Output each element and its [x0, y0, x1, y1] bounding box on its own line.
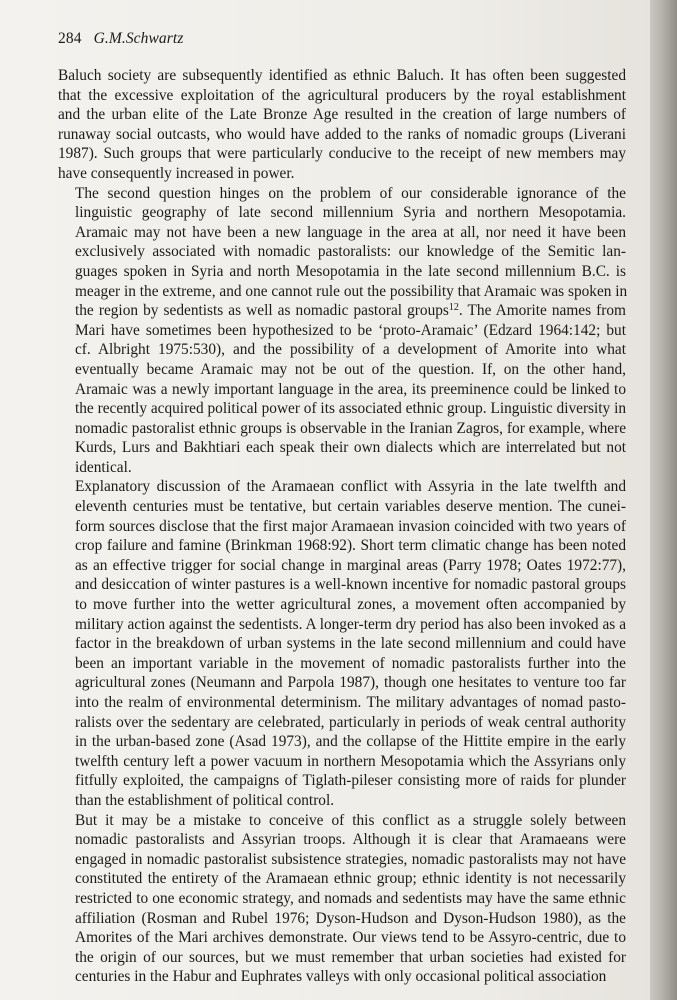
text-line: and desiccation of winter pastures is a well-known incentive for nomadic pastoral groups	[75, 576, 626, 594]
text-line: guages spoken in Syria and north Mesopotamia in the late second millennium B.C. is	[75, 262, 626, 280]
text-line: crop failure and famine (Brinkman 1968:92). Short term climatic change has been noted	[75, 537, 626, 555]
text-line: as an effective trigger for social change in marginal areas (Parry 1978; Oates 1972:77),	[75, 556, 626, 574]
text-line: fitfully exploited, the campaigns of Tiglath-pileser consisting more of raids for plunder	[75, 772, 626, 790]
text-line: affiliation (Rosman and Rubel 1976; Dyson-Hudson and Dyson-Hudson 1980), as the	[75, 909, 626, 927]
text-line: to move further into the wetter agricultural zones, a movement often accompanied by	[75, 596, 626, 614]
text-line: twelfth century left a power vacuum in northern Mesopotamia which the Assyrians only	[75, 752, 626, 770]
text-line: Aramaic may not have been a new language in the area at all, nor need it have been	[75, 223, 626, 241]
text-line: factor in the breakdown of urban systems in the late second millennium and could have	[75, 635, 626, 653]
text-line: nomadic pastoralists and Assyrian troops. Although it is clear that Aramaeans were	[75, 831, 626, 849]
paragraph	[58, 477, 626, 810]
text-line: Kurds, Lurs and Bakhtiari each speak their own dialects which are interrelated but not	[75, 439, 626, 457]
text-line: linguistic geography of late second millennium Syria and northern Mesopotamia.	[75, 204, 626, 222]
text-line: cf. Albright 1975:530), and the possibility of a development of Amorite into what	[75, 341, 626, 359]
text-line: the origin of our sources, but we must remember that urban societies had existed for	[75, 948, 626, 966]
text-line: nomadic pastoralist ethnic groups is observable in the Iranian Zagros, for example, where	[75, 419, 626, 437]
paragraph	[58, 66, 626, 184]
text-line: The second question hinges on the problem of our considerable ignorance of the	[75, 184, 626, 202]
text-line: But it may be a mistake to conceive of this conflict as a struggle solely between	[75, 811, 626, 829]
text-line: exclusively associated with nomadic pastoralists: our knowledge of the Semitic lan-	[75, 243, 626, 261]
text-line: eleventh centuries must be tentative, but certain variables deserve mention. The cunei-	[75, 498, 626, 516]
text-line: runaway social outcasts, who would have added to the ranks of nomadic groups (Liverani	[58, 125, 626, 143]
text-line: Mari have sometimes been hypothesized to be ‘proto-Aramaic’ (Edzard 1964:142; but	[75, 321, 626, 339]
text-line: ralists over the sedentary are celebrated, particularly in periods of weak central authority	[75, 713, 626, 731]
text-line: Explanatory discussion of the Aramaean conflict with Assyria in the late twelfth and	[75, 478, 626, 496]
text-line: agricultural zones (Neumann and Parpola 1987), though one hesitates to venture too far	[75, 674, 626, 692]
text-line: have consequently increased in power.	[58, 164, 295, 182]
text-line: restricted to one economic strategy, and nomads and sedentists may have the same ethnic	[75, 889, 626, 907]
text-line: than the establishment of political control.	[75, 791, 335, 809]
text-line: the region by sedentists as well as nomadic pastoral groups$^{12}$. The Amorite names from	[75, 302, 626, 320]
author-name: G.M.Schwartz	[93, 30, 184, 47]
text-line: Amorites of the Mari archives demonstrate. Our views tend to be Assyro-centric, due to	[75, 929, 626, 947]
text-line: that the excessive exploitation of the agricultural producers by the royal establishment	[58, 86, 626, 104]
text-line: centuries in the Habur and Euphrates valleys with only occasional political association	[75, 968, 607, 986]
text-line: the recently acquired political power of its associated ethnic group. Linguistic diversity in	[75, 400, 626, 418]
body-text	[58, 66, 626, 987]
text-line: and the urban elite of the Late Bronze Age resulted in the creation of large numbers of	[58, 106, 626, 124]
text-line: been an important variable in the movement of nomadic pastoralists further into the	[75, 654, 626, 672]
footnote-marker[interactable]: 12	[448, 302, 459, 314]
page-number: 284	[58, 30, 82, 47]
text-line: into the realm of environmental determinism. The military advantages of nomad pasto-	[75, 694, 626, 711]
text-line: eventually became Aramaic may not be out of the question. If, on the other hand,	[75, 360, 626, 378]
page-edge	[650, 0, 677, 1000]
text-line: meager in the extreme, and one cannot rule out the possibility that Aramaic was spoken in	[75, 282, 628, 300]
text-line: engaged in nomadic pastoralist subsistence strategies, nomadic pastoralists may not have	[75, 850, 626, 868]
text-line: 1987). Such groups that were particularly conducive to the receipt of new members may	[58, 145, 626, 163]
text-line: identical.	[75, 458, 132, 476]
text-line: in the urban-based zone (Asad 1973), and the collapse of the Hittite empire in the early	[75, 733, 626, 751]
text-line: Aramaic was a newly important language in the area, its preeminence could be linked to	[75, 380, 626, 398]
paragraph	[58, 811, 626, 987]
text-line: form sources disclose that the first major Aramaean invasion coincided with two years of	[75, 517, 626, 535]
paragraph	[58, 184, 626, 478]
text-line: Baluch society are subsequently identified as ethnic Baluch. It has often been suggested	[58, 67, 626, 84]
running-head	[58, 30, 618, 52]
text-line: military action against the sedentists. A longer-term dry period has also been invoked as a	[75, 615, 626, 633]
text-line: constituted the entirety of the Aramaean ethnic group; ethnic identity is not necessarily	[75, 870, 626, 888]
